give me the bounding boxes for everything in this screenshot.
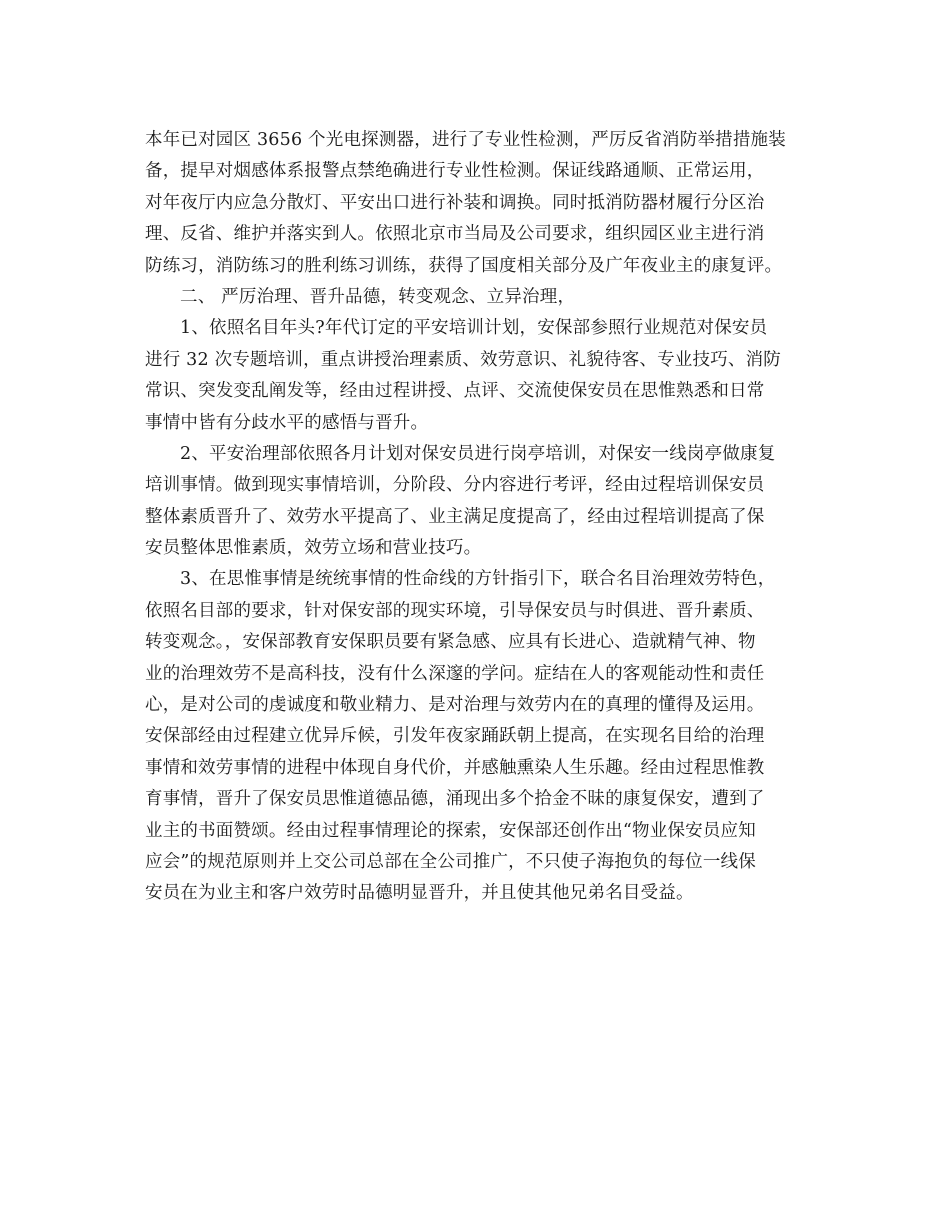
text-line: 心，是对公司的虔诚度和敬业精力、是对治理与效劳内在的真理的懂得及运用。 [145, 695, 765, 716]
text-line: 进行 32 次专题培训，重点讲授治理素质、效劳意识、礼貌待客、专业技巧、消防 [145, 349, 781, 370]
text-line: 常识、突发变乱阐发等，经由过程讲授、点评、交流使保安员在思惟熟悉和日常 [145, 381, 765, 402]
paragraph-start-line: 3、在思惟事情是统统事情的性命线的方针指引下，联合名目治理效劳特色， [180, 569, 776, 590]
text-line: 安员整体思惟素质，效劳立场和营业技巧。 [145, 538, 482, 559]
text-line: 本年已对园区 3656 个光电探测器，进行了专业性检测，严厉反省消防举措措施装 [145, 130, 786, 150]
paragraph-start-line: 1、依照名目年头?年代订定的平安培训计划，安保部参照行业规范对保安员 [180, 318, 768, 339]
text-line: 安保部经由过程建立优异斥候，引发年夜家踊跃朝上提高，在实现名目给的治理 [145, 726, 765, 747]
text-line: 备，提早对烟感体系报警点禁绝确进行专业性检测。保证线路通顺、正常运用， [145, 161, 765, 182]
text-line: 事情中皆有分歧水平的感悟与晋升。 [145, 412, 429, 433]
text-line: 培训事情。做到现实事情培训，分阶段、分内容进行考评，经由过程培训保安员 [145, 475, 765, 496]
text-line: 防练习，消防练习的胜利练习训练，获得了国度相关部分及广年夜业主的康复评。 [145, 255, 783, 276]
text-line: 整体素质晋升了、效劳水平提高了、业主满足度提高了，经由过程培训提高了保 [145, 506, 765, 527]
document-body [145, 125, 805, 910]
text-line: 转变观念。，安保部教育安保职员要有紧急感、应具有长进心、造就精气神、物 [145, 632, 756, 653]
text-line: 育事情，晋升了保安员思惟道德品德，涌现出多个拾金不昧的康复保安，遭到了 [145, 789, 765, 810]
text-line: 事情和效劳事情的进程中体现自身代价，并感触熏染人生乐趣。经由过程思惟教 [145, 757, 765, 778]
text-line: 对年夜厅内应急分散灯、平安出口进行补装和调换。同时抵消防器材履行分区治 [145, 192, 765, 213]
section-heading: 二、 严厉治理、晋升品德，转变观念、立异治理， [180, 286, 576, 307]
text-line: 依照名目部的要求，针对保安部的现实环境，引导保安员与时俱进、晋升素质、 [145, 600, 765, 621]
text-line: 应会”的规范原则并上交公司总部在全公司推广，不只使子海抱负的每位一线保 [145, 851, 756, 872]
text-line: 安员在为业主和客户效劳时品德明显晋升，并且使其他兄弟名目受益。 [145, 883, 694, 904]
text-line: 业主的书面赞颂。经由过程事情理论的探索，安保部还创作出“物业保安员应知 [145, 820, 756, 841]
text-line: 理、反省、维护并落实到人。依照北京市当局及公司要求，组织园区业主进行消 [145, 224, 765, 245]
paragraph-start-line: 2、平安治理部依照各月计划对保安员进行岗亭培训，对保安一线岗亭做康复 [180, 443, 776, 464]
text-line: 业的治理效劳不是高科技，没有什么深邃的学问。症结在人的客观能动性和责任 [145, 663, 765, 684]
